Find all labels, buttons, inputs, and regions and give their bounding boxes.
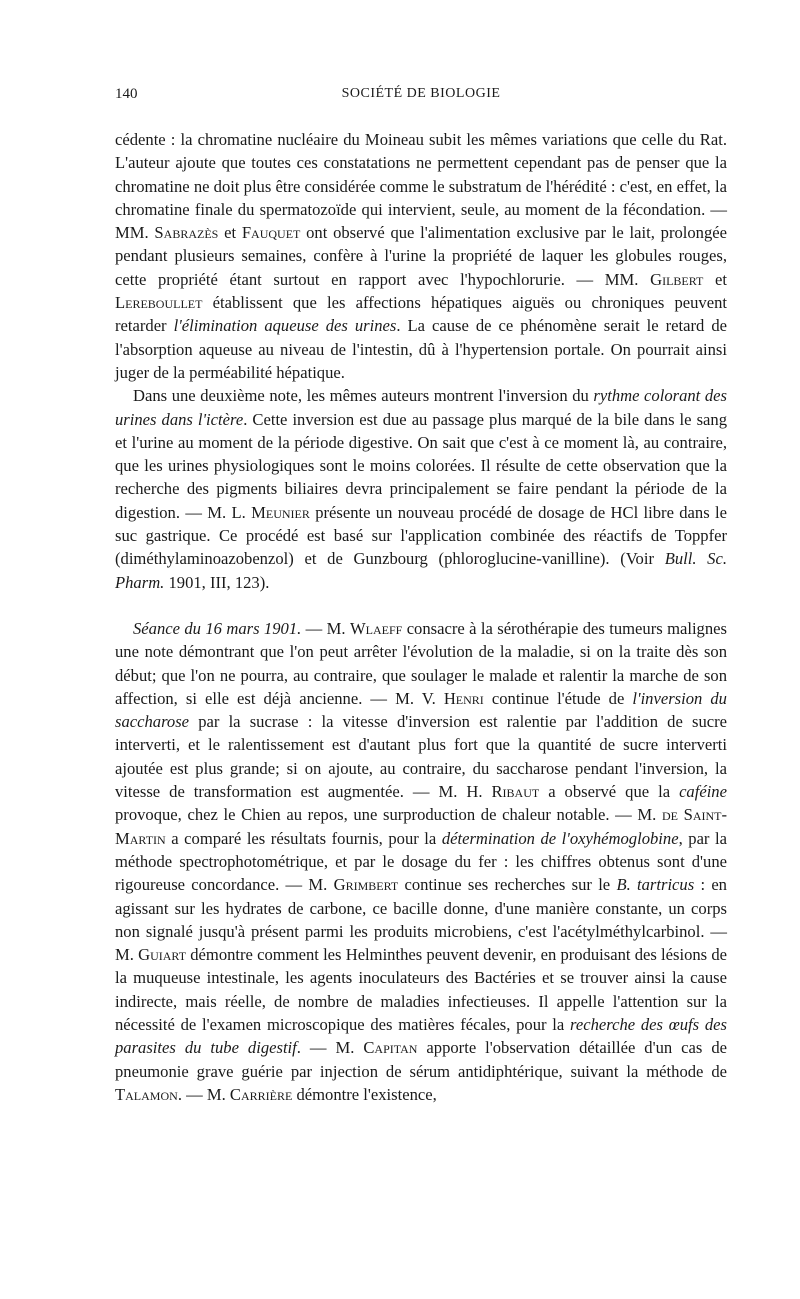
- running-header: [115, 86, 727, 110]
- text-run: a observé que la: [539, 782, 680, 802]
- author-name: Fauquet: [241, 223, 301, 243]
- author-name: Meunier: [251, 502, 310, 522]
- italic-term: l'élimination aqueuse des urines: [173, 316, 397, 336]
- text-run: : en agissant sur les hydrates de carbone, ce bacille donne, d'une manière constante, un corps non signalé jusqu'à présent parmi les produits microbiens, c'est l'acétylméthylcarbinol. — M.: [115, 875, 727, 965]
- text-run: continue l'étude de: [483, 688, 633, 708]
- author-name: Grimbert: [333, 875, 399, 895]
- text-run: . La cause de ce phénomène serait le retard de l'absorption aqueuse au niveau de l'intestin, dû à l'hypertension portale. On pourrait ainsi juger de la perméabilité hépatique.: [115, 316, 728, 382]
- text-run: présente un nouveau procédé de dosage de HCl libre dans le suc gastrique. Ce procédé est basé sur l'application combinée des réactifs de Toppfer (diméthylaminoazobenzol) et de Gunzbourg (phloroglucine-vanilline). (Voir: [115, 502, 727, 569]
- text-run: et: [218, 223, 242, 243]
- text-run: continue ses recherches sur le: [398, 875, 617, 895]
- text-run: , par la méthode spectrophotométrique, et par le dosage du fer : les chiffres obtenus sont d'une rigoureuse concordance. — M.: [115, 828, 727, 895]
- italic-term: rythme colorant des urines dans l'ictère: [115, 386, 727, 429]
- author-name: de Saint-Martin: [115, 805, 727, 848]
- author-name: Henri: [443, 688, 484, 708]
- italic-term: B. tartricus: [616, 875, 695, 895]
- text-run: ont observé que l'alimentation exclusive par le lait, prolongée pendant plusieurs semaines, confère à l'urine la propriété de laquer les globules rouges, cette propriété étant surtout en rapport avec l'hypochlorurie. — MM.: [115, 223, 727, 289]
- italic-term: l'inversion du saccharose: [115, 688, 727, 732]
- text-run: Dans une deuxième note, les mêmes auteurs montrent l'inversion du: [133, 386, 594, 406]
- author-name: Ribaut: [491, 782, 540, 802]
- italic-term: caféine: [679, 782, 727, 802]
- text-run: 1901, III, 123).: [164, 572, 270, 592]
- text-run: . — M.: [296, 1038, 364, 1058]
- author-name: Gilbert: [650, 269, 704, 289]
- text-run: par la sucrase : la vitesse d'inversion est ralentie par l'addition de sucre interverti, et le ralentissement est d'autant plus fort que la quantité de sucre interverti ajoutée est plus grande; si on ajoute, au contraire, du saccharose pendant l'inversion, la vitesse de transformation est augmentée. — M. H.: [115, 712, 727, 802]
- text-run: . — M.: [177, 1084, 230, 1104]
- author-name: Sabrazès: [154, 223, 219, 243]
- author-name: Carrière: [229, 1084, 293, 1104]
- journal-page: [115, 86, 727, 1106]
- text-run: provoque, chez le Chien au repos, une surproduction de chaleur notable. — M.: [115, 805, 662, 825]
- paragraph-second-note: [115, 384, 727, 594]
- paragraph-continuation: [115, 128, 727, 384]
- author-name: Wlaeff: [349, 618, 403, 638]
- paragraph-seance-16-mars: [115, 617, 727, 1106]
- text-run: . Cette inversion est due au passage plus marqué de la bile dans le sang et l'urine au moment de la période digestive. On sait que c'est à ce moment là, au contraire, que les urines physiologiques sont le moins colorées. Il résulte de cette observation que la recherche des pigments biliaires devra principalement se faire pendant la période de la digestion. — M. L.: [115, 409, 727, 522]
- text-run: et: [703, 269, 728, 289]
- author-name: Guiart: [138, 945, 187, 965]
- text-run: a comparé les résultats fournis, pour la: [165, 828, 442, 848]
- text-run: démontre comment les Helminthes peuvent devenir, en produisant des lésions de la muqueuse intestinale, les agents inoculateurs des Bactéries et se trouver ainsi la cause indirecte, mais réelle, de nombre de maladies infectieuses. Il appelle l'attention sur la nécessité de l'examen microscopique des matières fécales, pour la: [115, 945, 727, 1034]
- author-name: Capitan: [363, 1038, 418, 1058]
- author-name: Talamon: [115, 1084, 178, 1104]
- text-run: cédente : la chromatine nucléaire du Moineau subit les mêmes variations que celle du Rat. L'auteur ajoute que toutes ces constatations ne permettent cependant pas de penser que la chromatine ne doit plus être considérée comme le substratum de l'hérédité : c'est, en effet, la chromatine finale du spermatozoïde qui intervient, seule, au moment de la fécondation. — MM.: [115, 130, 727, 243]
- text-run: consacre à la sérothérapie des tumeurs malignes une note démontrant que l'on peut arrêter l'évolution de la maladie, si on la traite dès son début; que l'on ne pourra, au contraire, que soulager le malade et ralentir la marche de son affection, si elle est déjà ancienne. — M. V.: [115, 618, 727, 708]
- italic-term: recherche des œufs des parasites du tube digestif: [115, 1014, 727, 1058]
- running-title: SOCIÉTÉ DE BIOLOGIE: [341, 86, 501, 101]
- text-run: établissent que les affections hépatiques aiguës ou chroniques peuvent retarder: [115, 293, 727, 336]
- italic-term: Bull. Sc. Pharm.: [115, 549, 727, 592]
- session-heading: Séance du 16 mars 1901.: [133, 618, 302, 638]
- article-body: [115, 128, 727, 1106]
- text-run: — M.: [301, 618, 350, 638]
- text-run: apporte l'observation détaillée d'un cas de pneumonie grave guérie par injection de sérum antidiphtérique, suivant la méthode de: [115, 1038, 727, 1081]
- author-name: Lereboullet: [115, 293, 203, 313]
- italic-term: détermination de l'oxyhémoglobine: [441, 828, 679, 848]
- text-run: démontre l'existence,: [292, 1084, 437, 1104]
- page-number: 140: [115, 86, 138, 102]
